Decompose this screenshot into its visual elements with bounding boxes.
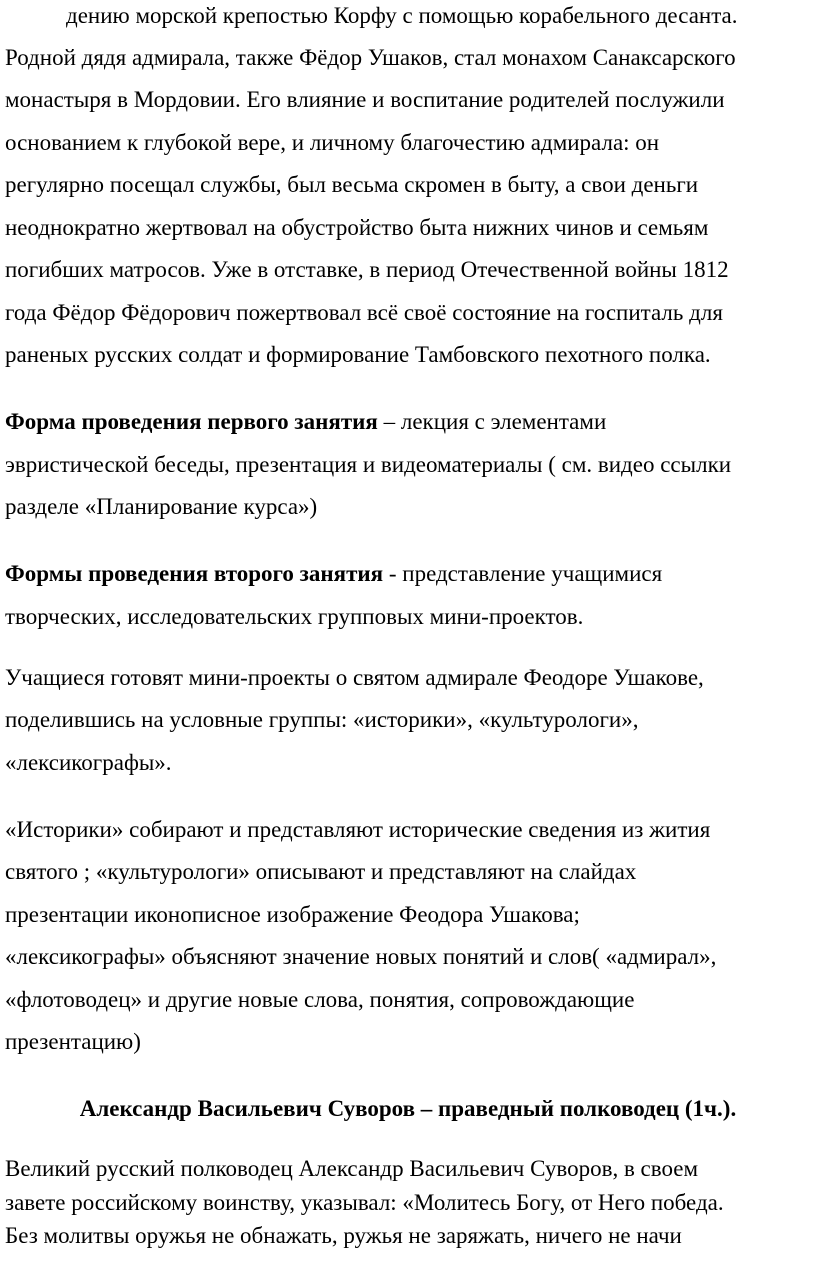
paragraph-line: Учащиеся готовят мини-проекты о святом адмирале Феодоре Ушакове, [5, 665, 704, 690]
first-lesson-form [5, 408, 606, 436]
paragraph-line: года Фёдор Фёдорович пожертвовал всё своё состояние на госпиталь для [5, 300, 723, 325]
paragraph-line: завете российскому воинству, указывал: «Молитесь Богу, от Него победа. [5, 1190, 724, 1215]
paragraph-line: погибших матросов. Уже в отставке, в период Отечественной войны 1812 [5, 257, 729, 282]
paragraph-line: «флотоводец» и другие новые слова, понятия, сопровождающие [5, 987, 635, 1012]
first-lesson-form-text: – лекция с элементами [377, 409, 607, 434]
paragraph-line: неоднократно жертвовал на обустройство быта нижних чинов и семьям [5, 215, 709, 240]
first-lesson-form-label: Форма проведения первого занятия [5, 409, 378, 434]
paragraph-line: «Историки» собирают и представляют исторические сведения из жития [5, 817, 711, 842]
paragraph-line: «лексикографы». [5, 750, 172, 775]
paragraph-line: святого ; «культурологи» описывают и представляют на слайдах [5, 859, 637, 884]
paragraph-line: дению морской крепостью Корфу с помощью корабельного десанта. [66, 3, 738, 28]
paragraph-line: творческих, исследовательских групповых мини-проектов. [5, 604, 584, 629]
paragraph-line: Без молитвы оружья не обнажать, ружья не заряжать, ничего не начи [5, 1223, 682, 1248]
second-lesson-form [5, 560, 662, 588]
paragraph-line: поделившись на условные группы: «историки», «культурологи», [5, 707, 639, 732]
second-lesson-form-label: Формы проведения второго занятия [5, 561, 384, 586]
paragraph-line: основанием к глубокой вере, и личному благочестию адмирала: он [5, 130, 660, 155]
paragraph-line: презентации иконописное изображение Феодора Ушакова; [5, 902, 580, 927]
paragraph-line: Родной дядя адмирала, также Фёдор Ушаков, стал монахом Санаксарского [5, 45, 736, 70]
paragraph-line: регулярно посещал службы, был весьма скромен в быту, а свои деньги [5, 172, 699, 197]
second-lesson-form-text: - представление учащимися [383, 561, 663, 586]
paragraph-line: эвристической беседы, презентация и видеоматериалы ( см. видео ссылки [5, 452, 732, 477]
paragraph-line: разделе «Планирование курса») [5, 494, 318, 519]
paragraph-line: раненых русских солдат и формирование Тамбовского пехотного полка. [5, 342, 711, 367]
paragraph-line: Великий русский полководец Александр Васильевич Суворов, в своем [5, 1156, 699, 1181]
paragraph-line: монастыря в Мордовии. Его влияние и воспитание родителей послужили [5, 87, 725, 112]
paragraph-line: презентацию) [5, 1029, 141, 1054]
section-heading: Александр Васильевич Суворов – праведный полководец (1ч.). [79, 1096, 737, 1121]
paragraph-line: «лексикографы» объясняют значение новых понятий и слов( «адмирал», [5, 944, 717, 969]
